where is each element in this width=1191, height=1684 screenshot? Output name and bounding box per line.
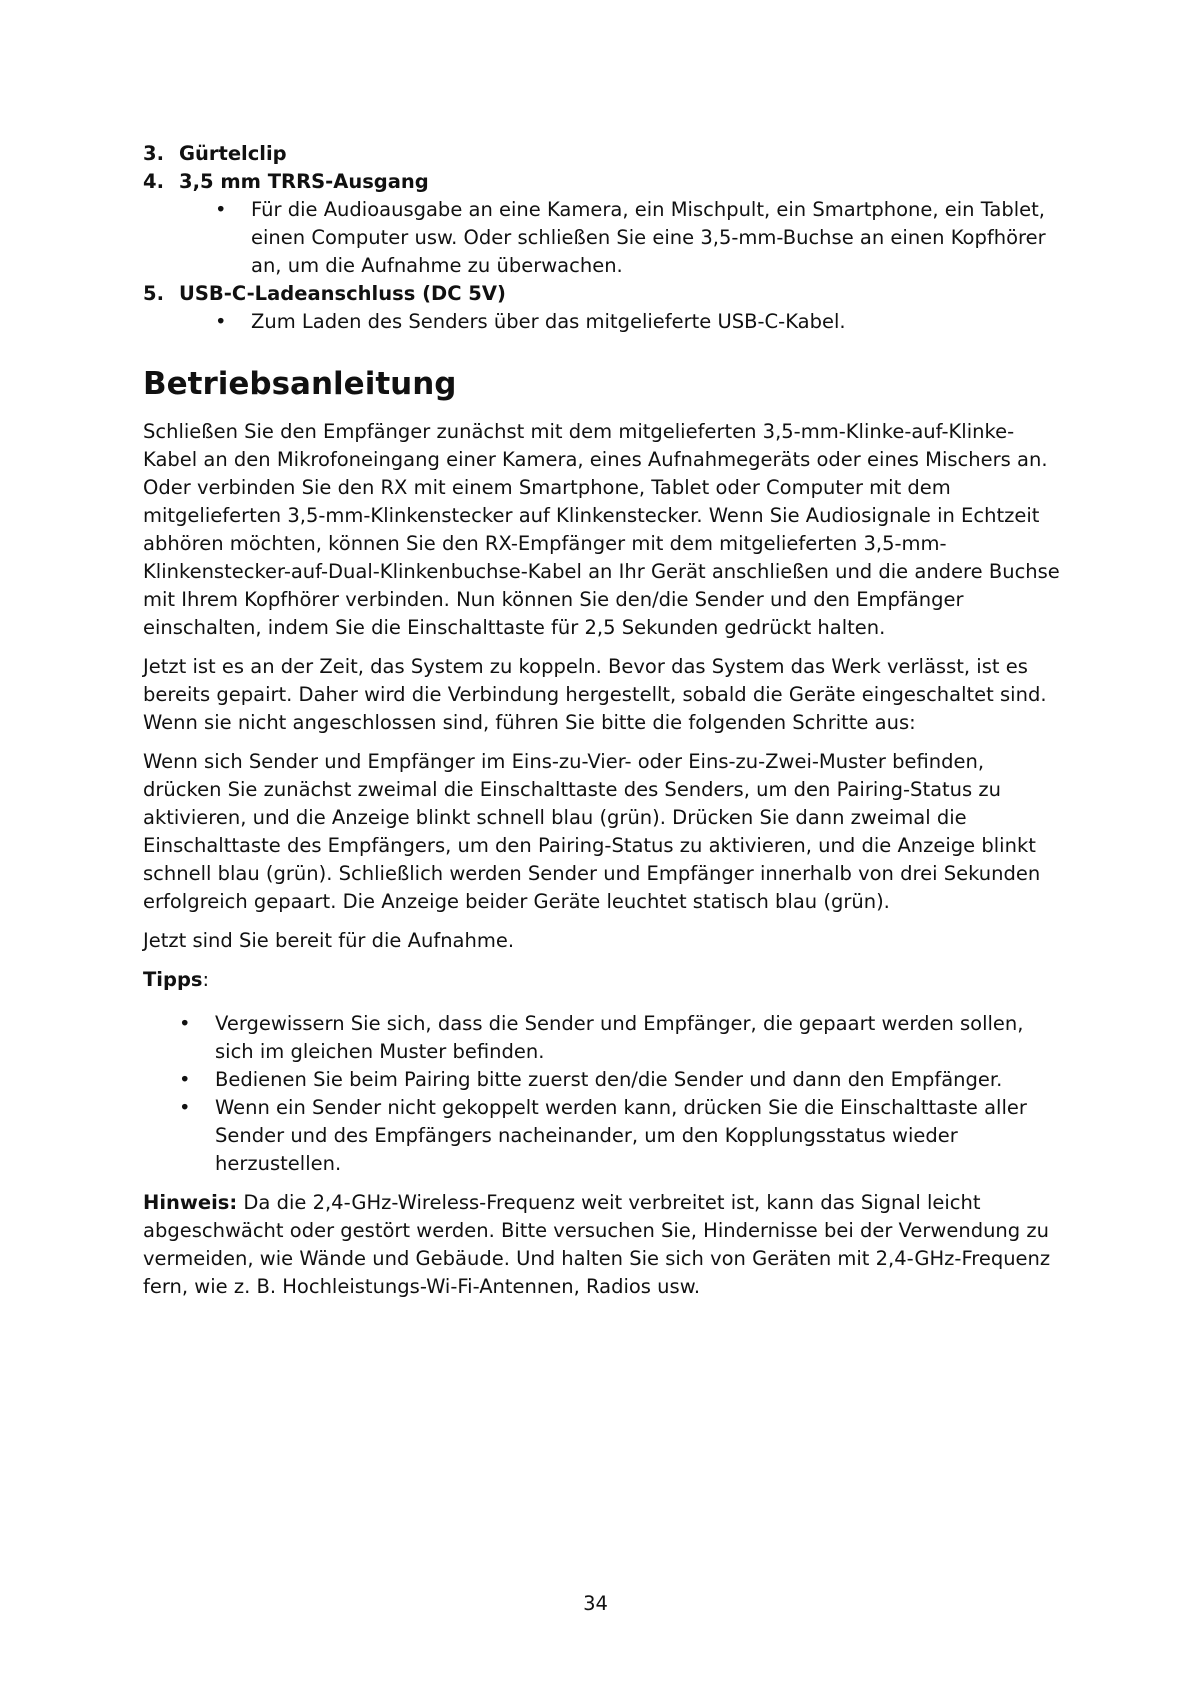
- section-heading: Betriebsanleitung: [143, 366, 457, 402]
- paragraph: Jetzt ist es an der Zeit, das System zu koppeln. Bevor das System das Werk verlässt, ist es bereits gepairt. Daher wird die Verbindung hergestellt, sobald die Geräte eingeschaltet sind. Wenn sie nicht angeschlossen sind, führen Sie bitte die folgenden Schritte aus:: [143, 655, 1047, 734]
- tips-heading: [143, 966, 1063, 994]
- list-item-title: Gürtelclip: [179, 142, 287, 165]
- tip-text: Vergewissern Sie sich, dass die Sender und Empfänger, die gepaart werden sollen, sich im gleichen Muster befinden.: [215, 1012, 1024, 1063]
- paragraph: Wenn sich Sender und Empfänger im Eins-zu-Vier- oder Eins-zu-Zwei-Muster befinden, drücken Sie zunächst zweimal die Einschalttaste des Senders, um den Pairing-Status zu aktivieren, und die Anzeige blinkt schnell blau (grün). Drücken Sie dann zweimal die Einschalttaste des Empfängers, um den Pairing-Status zu aktivieren, und die Anzeige blinkt schnell blau (grün). Schließlich werden Sender und Empfänger innerhalb von drei Sekunden erfolgreich gepaart. Die Anzeige beider Geräte leuchtet statisch blau (grün).: [143, 750, 1041, 913]
- note-paragraph: [143, 1189, 1063, 1301]
- bullet-icon: •: [179, 1068, 191, 1091]
- numbered-list: [143, 140, 1063, 336]
- bullet-icon: •: [215, 310, 227, 333]
- note-label: Hinweis:: [143, 1191, 238, 1214]
- tip-item: [143, 1010, 1063, 1066]
- tips-label: Tipps: [143, 968, 203, 991]
- tip-item: [143, 1066, 1063, 1094]
- bullet-icon: •: [179, 1012, 191, 1035]
- page-number: 34: [583, 1592, 608, 1615]
- tips-colon: :: [202, 968, 210, 991]
- list-item-4: [143, 168, 1063, 196]
- bullet-icon: •: [179, 1096, 191, 1119]
- note-text: Da die 2,4-GHz-Wireless-Frequenz weit verbreitet ist, kann das Signal leicht abgeschwächt oder gestört werden. Bitte versuchen Sie, Hindernisse bei der Verwendung zu vermeiden, wie Wände und Gebäude. Und halten Sie sich von Geräten mit 2,4-GHz-Frequenz fern, wie z. B. Hochleistungs-Wi-Fi-Antennen, Radios usw.: [143, 1191, 1051, 1298]
- list-number: 5.: [143, 282, 164, 305]
- sub-bullet-item: [143, 196, 1063, 280]
- tip-text: Bedienen Sie beim Pairing bitte zuerst den/die Sender und dann den Empfänger.: [215, 1068, 1003, 1091]
- sub-bullet-list: [143, 196, 1063, 280]
- tips-list: [143, 1010, 1063, 1178]
- tip-item: [143, 1094, 1063, 1178]
- list-item-5: [143, 280, 1063, 308]
- sub-bullet-list: [143, 308, 1063, 336]
- tip-text: Wenn ein Sender nicht gekoppelt werden kann, drücken Sie die Einschalttaste aller Sender und des Empfängers nacheinander, um den Kopplungsstatus wieder herzustellen.: [215, 1096, 1027, 1175]
- sub-bullet-item: [143, 308, 1063, 336]
- bullet-icon: •: [215, 198, 227, 221]
- document-page: [143, 140, 1063, 1312]
- sub-bullet-text: Zum Laden des Senders über das mitgelieferte USB-C-Kabel.: [251, 310, 846, 333]
- list-item-3: [143, 140, 1063, 168]
- paragraph: Schließen Sie den Empfänger zunächst mit dem mitgelieferten 3,5-mm-Klinke-auf-Klinke-Kabel an den Mikrofoneingang einer Kamera, eines Aufnahmegeräts oder eines Mischers an. Oder verbinden Sie den RX mit einem Smartphone, Tablet oder Computer mit dem mitgelieferten 3,5-mm-Klinkenstecker auf Klinkenstecker. Wenn Sie Audiosignale in Echtzeit abhören möchten, können Sie den RX-Empfänger mit dem mitgelieferten 3,5-mm-Klinkenstecker-auf-Dual-Klinkenbuchse-Kabel an Ihr Gerät anschließen und die andere Buchse mit Ihrem Kopfhörer verbinden. Nun können Sie den/die Sender und den Empfänger einschalten, indem Sie die Einschalttaste für 2,5 Sekunden gedrückt halten.: [143, 420, 1060, 639]
- list-item-title: 3,5 mm TRRS-Ausgang: [179, 170, 429, 193]
- list-number: 4.: [143, 170, 164, 193]
- list-number: 3.: [143, 142, 164, 165]
- sub-bullet-text: Für die Audioausgabe an eine Kamera, ein Mischpult, ein Smartphone, ein Tablet, einen Computer usw. Oder schließen Sie eine 3,5-mm-Buchse an einen Kopfhörer an, um die Aufnahme zu überwachen.: [251, 198, 1046, 277]
- paragraph: Jetzt sind Sie bereit für die Aufnahme.: [143, 929, 515, 952]
- list-item-title: USB-C-Ladeanschluss (DC 5V): [179, 282, 506, 305]
